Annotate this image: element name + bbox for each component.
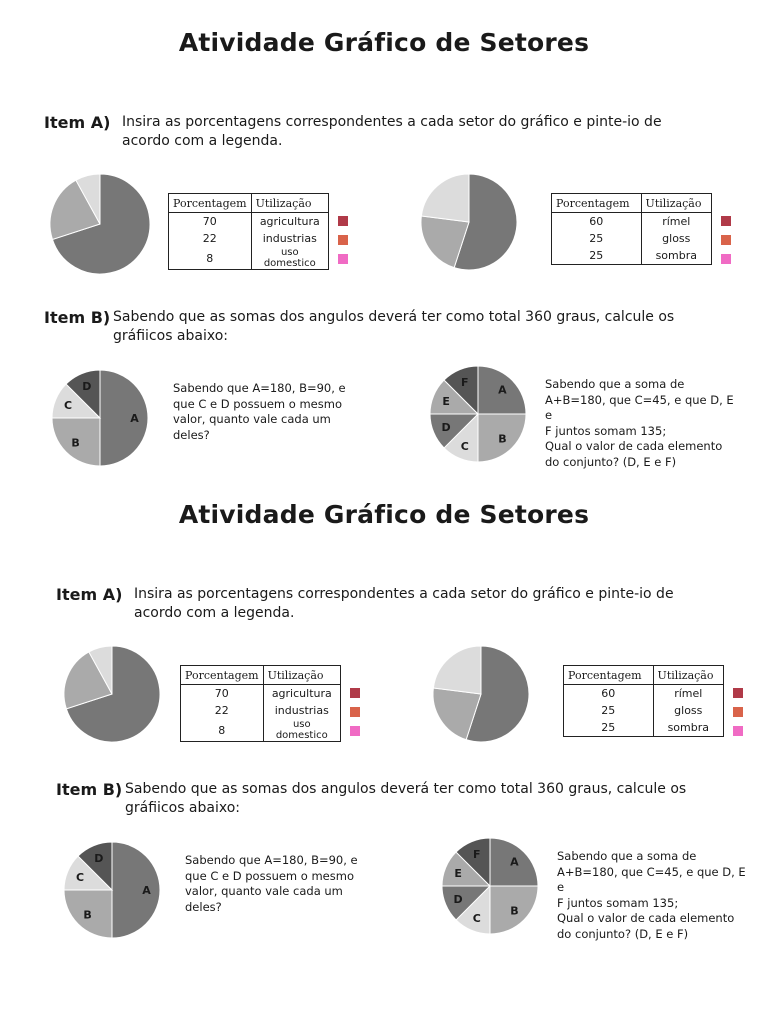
item-a-instructions: Insira as porcentagens correspondentes a cada setor do gráfico e pinte-io de acordo com a legenda. — [122, 114, 662, 149]
slice-label-e: E — [442, 394, 450, 408]
cell-percent: 25 — [601, 704, 616, 717]
cell-use: sombra — [641, 247, 711, 265]
legend-swatch — [338, 254, 348, 264]
cell-percent: 70 — [202, 215, 217, 228]
question-line: A+B=180, que C=45, e que D, E e — [545, 392, 734, 422]
worksheet-title: Atividade Gráfico de Setores — [178, 28, 590, 57]
pie-chart-abcd — [62, 842, 162, 938]
legend-swatch — [338, 216, 348, 226]
header-porcentagem: Porcentagem — [564, 666, 654, 685]
question-line: do conjunto? (D, E e F) — [545, 454, 677, 469]
question-abcdef — [557, 849, 752, 942]
legend-table-uso — [168, 193, 329, 270]
slice-label-d: D — [453, 893, 463, 907]
cell-use: uso domestico — [251, 247, 328, 270]
question-line: Qual o valor de cada elemento — [545, 439, 723, 453]
cell-use: sombra — [653, 719, 723, 737]
header-utilizacao: Utilização — [263, 666, 340, 685]
slice-label-a: A — [510, 855, 519, 869]
slice-label-f: F — [461, 376, 469, 390]
worksheet — [0, 472, 768, 944]
slice-label-d: D — [94, 852, 104, 866]
cell-percent: 25 — [589, 249, 604, 262]
cell-use: industrias — [263, 702, 340, 719]
question-abcd: Sabendo que A=180, B=90, e que C e D possuem o mesmo valor, quanto vale cada um deles? — [185, 853, 358, 914]
question-line: A+B=180, que C=45, e que D, E e — [557, 864, 746, 894]
slice-label-c: C — [76, 870, 85, 884]
question-line: do conjunto? (D, E e F) — [557, 926, 689, 941]
question-line: Sabendo que a soma de — [545, 377, 685, 391]
cell-percent: 25 — [601, 721, 616, 734]
worksheet-title: Atividade Gráfico de Setores — [178, 500, 590, 529]
cell-percent: 25 — [589, 232, 604, 245]
legend-table-maquiagem — [551, 193, 712, 265]
slice-label-c: C — [64, 398, 73, 412]
legend-swatch — [721, 235, 731, 245]
slice-label-f: F — [473, 848, 481, 862]
header-porcentagem: Porcentagem — [552, 194, 642, 213]
cell-percent: 8 — [218, 723, 226, 737]
pie-chart-agricultura — [62, 646, 162, 742]
cell-percent: 22 — [202, 232, 217, 245]
cell-use: rímel — [653, 685, 723, 703]
pie-chart-agricultura — [50, 174, 150, 274]
legend-swatch — [733, 688, 743, 698]
item-a-label: Item A) — [44, 113, 111, 132]
slice-label-c: C — [460, 439, 469, 453]
item-a-instructions: Insira as porcentagens correspondentes a cada setor do gráfico e pinte-io de acordo com a legenda. — [134, 586, 674, 621]
legend-swatch — [733, 707, 743, 717]
cell-percent: 70 — [214, 687, 229, 700]
item-b-label: Item B) — [56, 780, 123, 799]
question-line: F juntos somam 135; — [557, 895, 679, 910]
header-porcentagem: Porcentagem — [181, 666, 264, 685]
cell-use: agricultura — [251, 213, 328, 231]
slice-label-d: D — [82, 380, 92, 394]
slice-label-b: B — [71, 436, 80, 450]
item-b-instructions: Sabendo que as somas dos angulos deverá ter como total 360 graus, calcule os gráfiicos abaixo: — [113, 309, 675, 344]
pie-chart-abcdef — [440, 838, 540, 934]
pie-chart-abcdef — [428, 366, 528, 462]
slice-label-b: B — [498, 432, 507, 446]
legend-swatch — [350, 707, 360, 717]
legend-swatch — [721, 254, 731, 264]
slice-label-b: B — [83, 908, 92, 922]
legend-table-uso — [180, 665, 341, 742]
header-utilizacao: Utilização — [653, 666, 723, 685]
slice-label-a: A — [498, 383, 507, 397]
cell-use: agricultura — [263, 685, 340, 703]
slice-label-e: E — [454, 866, 462, 880]
legend-table-maquiagem — [563, 665, 724, 737]
legend-swatch — [350, 688, 360, 698]
legend-swatch — [338, 235, 348, 245]
cell-use: uso domestico — [263, 719, 340, 742]
header-utilizacao: Utilização — [641, 194, 711, 213]
cell-percent: 60 — [601, 687, 616, 700]
legend-swatch — [733, 726, 743, 736]
item-b-instructions: Sabendo que as somas dos angulos deverá ter como total 360 graus, calcule os gráfiicos abaixo: — [125, 781, 687, 816]
pie-slice-3 — [433, 646, 481, 694]
slice-label-b: B — [510, 904, 519, 918]
legend-swatch — [350, 726, 360, 736]
cell-percent: 60 — [589, 215, 604, 228]
pie-slice-a — [100, 370, 148, 466]
cell-percent: 8 — [206, 251, 214, 265]
slice-label-a: A — [142, 884, 151, 897]
item-a-label: Item A) — [56, 585, 123, 604]
cell-use: gloss — [653, 702, 723, 719]
slice-label-d: D — [441, 421, 451, 435]
slice-label-c: C — [472, 911, 481, 925]
header-utilizacao: Utilização — [251, 194, 328, 213]
pie-chart-abcd — [50, 370, 150, 466]
question-abcd: Sabendo que A=180, B=90, e que C e D possuem o mesmo valor, quanto vale cada um deles? — [173, 381, 346, 442]
legend-swatch — [721, 216, 731, 226]
cell-use: industrias — [251, 230, 328, 247]
header-porcentagem: Porcentagem — [169, 194, 252, 213]
pie-slice-3 — [421, 174, 469, 222]
question-abcdef — [545, 377, 740, 470]
question-line: Qual o valor de cada elemento — [557, 911, 735, 925]
cell-use: gloss — [641, 230, 711, 247]
pie-chart-maquiagem — [431, 646, 531, 742]
worksheet — [0, 0, 768, 472]
question-line: Sabendo que a soma de — [557, 849, 697, 863]
item-b-label: Item B) — [44, 308, 111, 327]
question-line: F juntos somam 135; — [545, 423, 667, 438]
pie-slice-a — [112, 842, 160, 938]
cell-use: rímel — [641, 213, 711, 231]
pie-chart-maquiagem — [419, 174, 519, 270]
slice-label-a: A — [130, 412, 139, 425]
cell-percent: 22 — [214, 704, 229, 717]
